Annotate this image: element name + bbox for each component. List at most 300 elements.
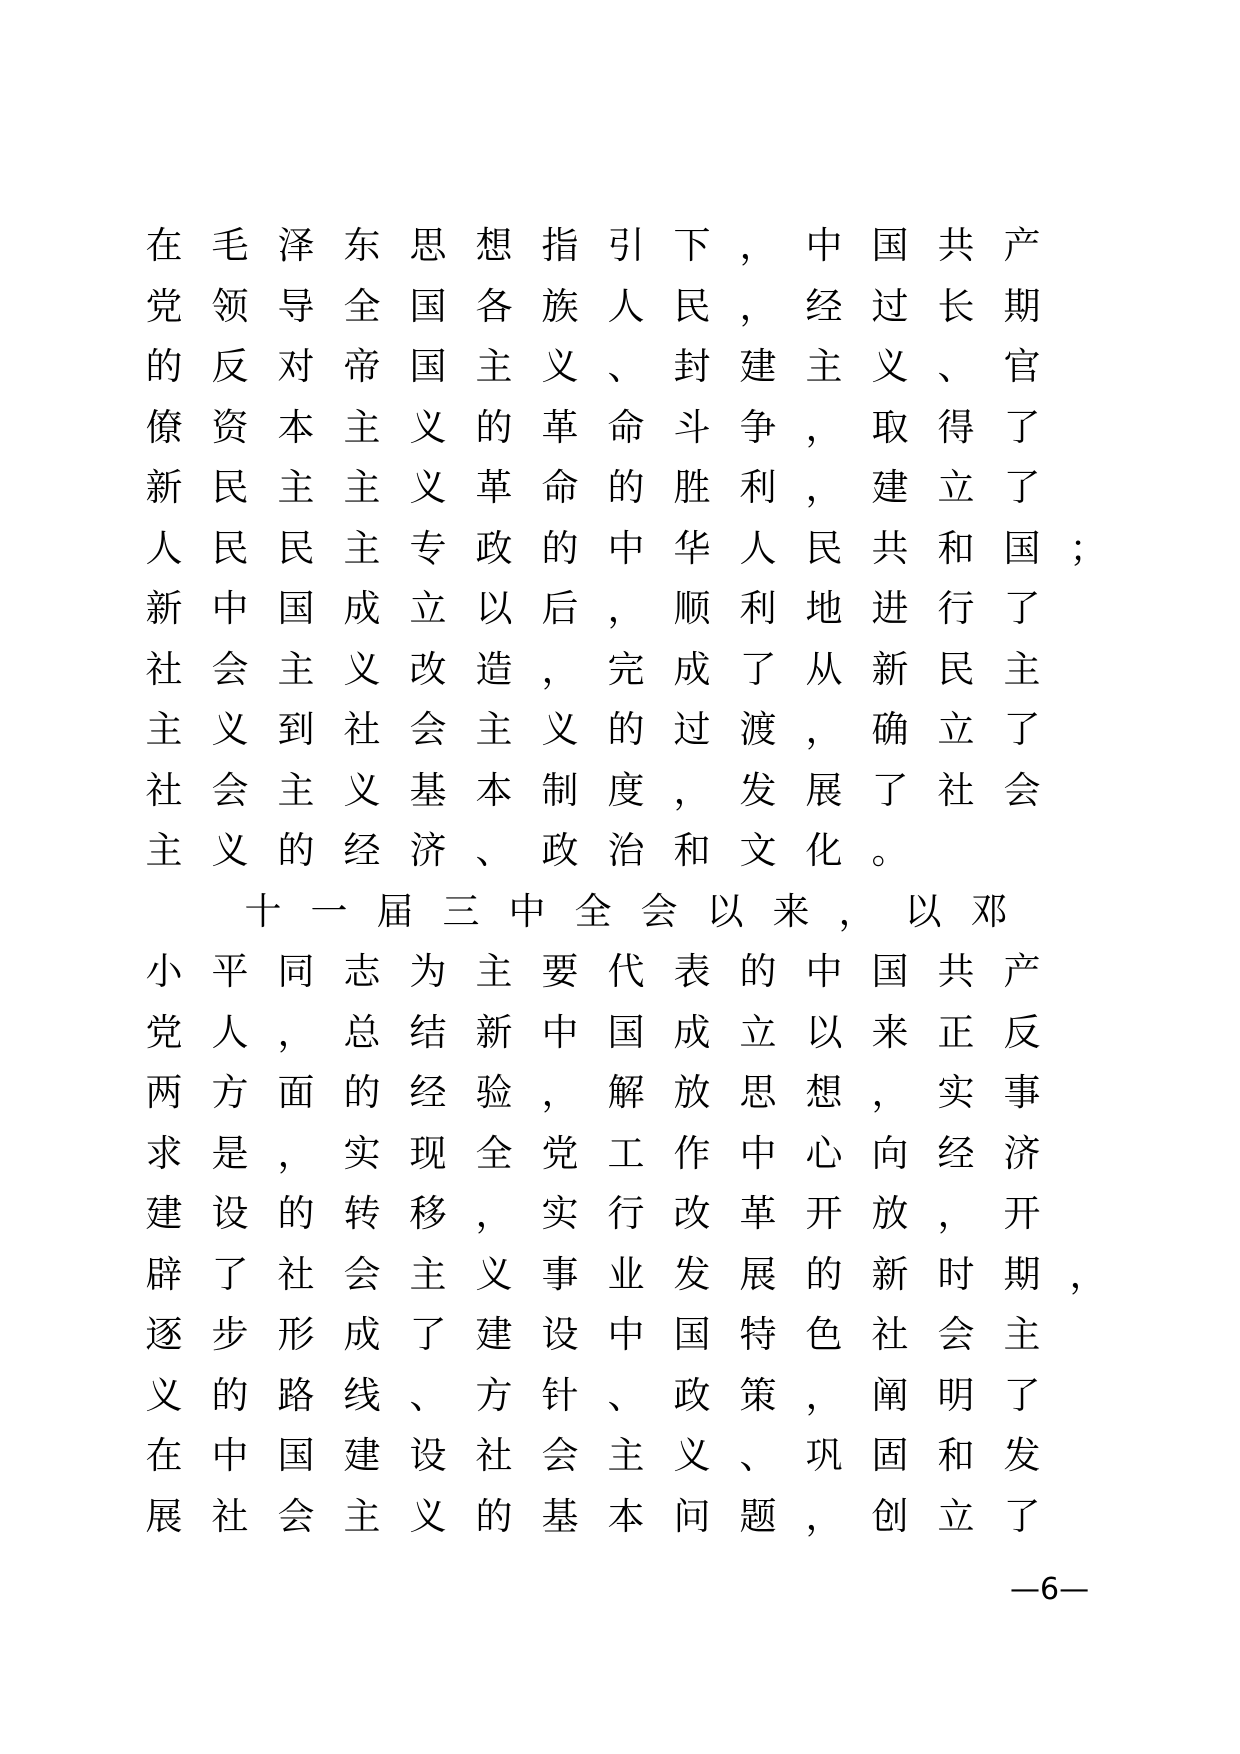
text-char: 放 bbox=[871, 1192, 909, 1235]
text-char: 和 bbox=[937, 526, 975, 570]
text-char: 化 bbox=[805, 829, 843, 872]
text-char: 利 bbox=[739, 466, 777, 509]
text-char: 治 bbox=[607, 829, 645, 872]
text-char: 在 bbox=[145, 224, 183, 267]
text-char: 届 bbox=[376, 889, 414, 933]
text-char: 得 bbox=[937, 405, 975, 449]
text-char: 和 bbox=[673, 829, 711, 872]
text-char: ， bbox=[805, 1373, 843, 1417]
text-char: 心 bbox=[805, 1131, 843, 1175]
text-char: 经 bbox=[937, 1131, 975, 1175]
text-char: 义 bbox=[541, 708, 579, 751]
text-char: 以 bbox=[706, 889, 744, 933]
text-char: 资 bbox=[211, 405, 249, 449]
text-char: 思 bbox=[739, 1071, 777, 1114]
text-char: 社 bbox=[145, 647, 183, 691]
text-char: 会 bbox=[211, 647, 249, 691]
text-char: 指 bbox=[541, 224, 579, 267]
text-char: 泽 bbox=[277, 224, 315, 267]
text-char: 了 bbox=[1003, 1373, 1041, 1417]
text-char: 中 bbox=[805, 224, 843, 267]
text-char: 产 bbox=[1003, 224, 1041, 267]
text-char: 设 bbox=[409, 1434, 447, 1477]
text-char: 义 bbox=[211, 829, 249, 872]
text-char: 渡 bbox=[739, 708, 777, 751]
text-char: 主 bbox=[409, 1252, 447, 1296]
text-char: 、 bbox=[937, 345, 975, 388]
text-char: 事 bbox=[1003, 1071, 1041, 1114]
text-char: 建 bbox=[871, 466, 909, 509]
text-char: 成 bbox=[343, 587, 381, 630]
text-char: 、 bbox=[739, 1434, 777, 1477]
text-char: 的 bbox=[607, 466, 645, 509]
text-char: 放 bbox=[673, 1071, 711, 1114]
text-char: 命 bbox=[541, 466, 579, 509]
text-char: 中 bbox=[508, 889, 546, 933]
text-line bbox=[0, 579, 1240, 639]
text-char: 从 bbox=[805, 647, 843, 691]
text-char: 期 bbox=[1003, 284, 1041, 328]
text-char: 义 bbox=[211, 708, 249, 751]
text-char: ， bbox=[277, 1131, 315, 1175]
text-char: 对 bbox=[277, 345, 315, 388]
text-char: 国 bbox=[871, 224, 909, 267]
text-char: 中 bbox=[211, 1434, 249, 1477]
text-char: 线 bbox=[343, 1373, 381, 1417]
text-char: 移 bbox=[409, 1192, 447, 1235]
text-char: 设 bbox=[211, 1192, 249, 1235]
text-char: 验 bbox=[475, 1071, 513, 1114]
text-char: 巩 bbox=[805, 1434, 843, 1477]
text-char: 义 bbox=[343, 647, 381, 691]
text-char: 官 bbox=[1003, 345, 1041, 388]
text-char: 中 bbox=[739, 1131, 777, 1175]
text-char: 针 bbox=[541, 1373, 579, 1417]
text-char: 会 bbox=[640, 889, 678, 933]
text-char: 来 bbox=[871, 1010, 909, 1054]
text-char: 中 bbox=[541, 1010, 579, 1054]
text-char: 和 bbox=[937, 1434, 975, 1477]
text-char: 民 bbox=[277, 526, 315, 570]
text-char: 帝 bbox=[343, 345, 381, 388]
text-line bbox=[0, 1184, 1240, 1244]
text-char: 利 bbox=[739, 587, 777, 630]
text-char: ， bbox=[541, 647, 579, 691]
text-char: 主 bbox=[277, 647, 315, 691]
text-line bbox=[0, 1003, 1240, 1063]
text-char: 正 bbox=[937, 1010, 975, 1054]
text-char: 民 bbox=[937, 647, 975, 691]
text-char: ， bbox=[739, 284, 777, 328]
text-char: 、 bbox=[475, 829, 513, 872]
text-char: 过 bbox=[871, 284, 909, 328]
text-char: 社 bbox=[871, 1313, 909, 1356]
text-char: 济 bbox=[409, 829, 447, 872]
text-char: 中 bbox=[607, 526, 645, 570]
text-char: ， bbox=[739, 224, 777, 267]
text-char: 特 bbox=[739, 1313, 777, 1356]
text-char: 争 bbox=[739, 405, 777, 449]
text-char: 文 bbox=[739, 829, 777, 872]
text-char: 现 bbox=[409, 1131, 447, 1175]
text-char: ， bbox=[277, 1010, 315, 1054]
text-char: 的 bbox=[277, 829, 315, 872]
text-char: 制 bbox=[541, 768, 579, 812]
text-char: 了 bbox=[409, 1313, 447, 1356]
text-line bbox=[0, 1426, 1240, 1486]
text-char: 社 bbox=[937, 768, 975, 812]
text-char: 转 bbox=[343, 1192, 381, 1235]
text-char: 过 bbox=[673, 708, 711, 751]
text-char: 主 bbox=[475, 345, 513, 388]
text-char: 的 bbox=[277, 1192, 315, 1235]
text-char: 长 bbox=[937, 284, 975, 328]
text-char: 义 bbox=[409, 1494, 447, 1538]
text-char: 产 bbox=[1003, 950, 1041, 993]
text-char: 国 bbox=[871, 950, 909, 993]
text-char: 实 bbox=[937, 1071, 975, 1114]
text-char: 求 bbox=[145, 1131, 183, 1175]
text-char: 主 bbox=[343, 405, 381, 449]
text-char: 发 bbox=[739, 768, 777, 812]
text-char: 在 bbox=[145, 1434, 183, 1477]
text-char: 导 bbox=[277, 284, 315, 328]
text-char: 全 bbox=[475, 1131, 513, 1175]
text-char: ， bbox=[871, 1071, 909, 1114]
text-char: 中 bbox=[211, 587, 249, 630]
text-char: 斗 bbox=[673, 405, 711, 449]
text-line bbox=[0, 1124, 1240, 1184]
text-char: 中 bbox=[607, 1313, 645, 1356]
text-char: 主 bbox=[343, 1494, 381, 1538]
text-char: 国 bbox=[409, 284, 447, 328]
text-char: 主 bbox=[607, 1434, 645, 1477]
text-char: ， bbox=[937, 1192, 975, 1235]
text-char: 了 bbox=[1003, 1494, 1041, 1538]
text-char: 期 bbox=[1003, 1252, 1041, 1296]
text-char: 志 bbox=[343, 950, 381, 993]
text-char: 主 bbox=[277, 466, 315, 509]
text-char: 主 bbox=[475, 708, 513, 751]
text-char: 民 bbox=[673, 284, 711, 328]
text-char: 新 bbox=[475, 1010, 513, 1054]
text-char: 政 bbox=[475, 526, 513, 570]
text-char: ， bbox=[673, 768, 711, 812]
text-char: 下 bbox=[673, 224, 711, 267]
text-char: 的 bbox=[805, 1252, 843, 1296]
text-line bbox=[0, 1366, 1240, 1426]
text-char: 辟 bbox=[145, 1252, 183, 1296]
text-char: 华 bbox=[673, 526, 711, 570]
text-char: 专 bbox=[409, 526, 447, 570]
text-char: 党 bbox=[541, 1131, 579, 1175]
text-char: 面 bbox=[277, 1071, 315, 1114]
text-char: 反 bbox=[1003, 1010, 1041, 1054]
text-char: 的 bbox=[541, 526, 579, 570]
text-char: 建 bbox=[145, 1192, 183, 1235]
text-char: 封 bbox=[673, 345, 711, 388]
text-char: 立 bbox=[739, 1010, 777, 1054]
text-char: 了 bbox=[1003, 466, 1041, 509]
text-char: 政 bbox=[673, 1373, 711, 1417]
text-char: 实 bbox=[541, 1192, 579, 1235]
text-char: 建 bbox=[343, 1434, 381, 1477]
text-line bbox=[0, 337, 1240, 397]
text-char: 人 bbox=[211, 1010, 249, 1054]
text-char: 解 bbox=[607, 1071, 645, 1114]
text-char: 取 bbox=[871, 405, 909, 449]
text-char: 邓 bbox=[970, 889, 1008, 933]
text-char: 造 bbox=[475, 647, 513, 691]
page-number: —6— bbox=[1010, 1572, 1090, 1607]
text-char: 开 bbox=[805, 1192, 843, 1235]
text-char: 两 bbox=[145, 1071, 183, 1114]
text-line bbox=[0, 1305, 1240, 1365]
text-char: 到 bbox=[277, 708, 315, 751]
text-char: 国 bbox=[673, 1313, 711, 1356]
text-line bbox=[0, 519, 1240, 579]
text-char: 方 bbox=[211, 1071, 249, 1114]
text-char: 展 bbox=[739, 1252, 777, 1296]
text-char: 族 bbox=[541, 284, 579, 328]
text-char: 三 bbox=[442, 889, 480, 933]
text-char: ， bbox=[607, 587, 645, 630]
text-char: 逐 bbox=[145, 1313, 183, 1356]
text-char: 东 bbox=[343, 224, 381, 267]
text-char: 了 bbox=[739, 647, 777, 691]
text-char: 步 bbox=[211, 1313, 249, 1356]
text-char: 色 bbox=[805, 1313, 843, 1356]
text-char: 主 bbox=[805, 345, 843, 388]
text-char: 结 bbox=[409, 1010, 447, 1054]
text-line bbox=[0, 942, 1240, 1002]
text-char: 、 bbox=[607, 345, 645, 388]
text-char: 确 bbox=[871, 708, 909, 751]
text-char: 经 bbox=[805, 284, 843, 328]
text-char: 成 bbox=[673, 1010, 711, 1054]
text-line bbox=[0, 761, 1240, 821]
text-char: 以 bbox=[805, 1010, 843, 1054]
text-char: 路 bbox=[277, 1373, 315, 1417]
text-char: 国 bbox=[1003, 526, 1041, 570]
text-char: 人 bbox=[607, 284, 645, 328]
text-line bbox=[0, 1487, 1240, 1547]
text-line bbox=[0, 398, 1240, 458]
text-char: 各 bbox=[475, 284, 513, 328]
text-char: 的 bbox=[607, 708, 645, 751]
text-char: 基 bbox=[409, 768, 447, 812]
text-char: 平 bbox=[211, 950, 249, 993]
text-char: ， bbox=[838, 889, 876, 933]
text-char: 要 bbox=[541, 950, 579, 993]
text-char: 行 bbox=[607, 1192, 645, 1235]
text-char: ， bbox=[805, 405, 843, 449]
text-char: 济 bbox=[1003, 1131, 1041, 1175]
text-char: ， bbox=[805, 466, 843, 509]
text-char: 主 bbox=[145, 708, 183, 751]
text-char: 同 bbox=[277, 950, 315, 993]
text-line bbox=[0, 1063, 1240, 1123]
text-char: 后 bbox=[541, 587, 579, 630]
text-char: 义 bbox=[409, 466, 447, 509]
text-char: 完 bbox=[607, 647, 645, 691]
text-char: 了 bbox=[211, 1252, 249, 1296]
text-char: 新 bbox=[871, 647, 909, 691]
text-char: 实 bbox=[343, 1131, 381, 1175]
text-char: 立 bbox=[937, 708, 975, 751]
text-char: 主 bbox=[343, 466, 381, 509]
text-char: 共 bbox=[937, 950, 975, 993]
text-char: 工 bbox=[607, 1131, 645, 1175]
text-line bbox=[0, 277, 1240, 337]
text-char: 了 bbox=[1003, 587, 1041, 630]
text-char: 社 bbox=[343, 708, 381, 751]
text-line bbox=[0, 216, 1240, 276]
text-char: 国 bbox=[409, 345, 447, 388]
text-char: 来 bbox=[772, 889, 810, 933]
text-char: 会 bbox=[541, 1434, 579, 1477]
text-char: 义 bbox=[409, 405, 447, 449]
text-char: 立 bbox=[409, 587, 447, 630]
text-char: 中 bbox=[805, 950, 843, 993]
text-char: 方 bbox=[475, 1373, 513, 1417]
text-char: 的 bbox=[343, 1071, 381, 1114]
text-char: ， bbox=[475, 1192, 513, 1235]
text-char: 题 bbox=[739, 1494, 777, 1538]
text-char: 命 bbox=[607, 405, 645, 449]
text-char: 义 bbox=[871, 345, 909, 388]
text-char: 革 bbox=[475, 466, 513, 509]
text-char: 党 bbox=[145, 284, 183, 328]
text-char: 义 bbox=[673, 1434, 711, 1477]
text-char: 向 bbox=[871, 1131, 909, 1175]
text-char: 人 bbox=[145, 526, 183, 570]
text-char: 、 bbox=[409, 1373, 447, 1417]
text-char: 主 bbox=[343, 526, 381, 570]
text-char: 本 bbox=[277, 405, 315, 449]
text-char: 义 bbox=[475, 1252, 513, 1296]
text-char: 了 bbox=[871, 768, 909, 812]
text-char: 毛 bbox=[211, 224, 249, 267]
text-char: 事 bbox=[541, 1252, 579, 1296]
text-char: 思 bbox=[409, 224, 447, 267]
text-char: 革 bbox=[739, 1192, 777, 1235]
text-char: 立 bbox=[937, 466, 975, 509]
text-char: 会 bbox=[409, 708, 447, 751]
text-char: 想 bbox=[805, 1071, 843, 1114]
text-char: 立 bbox=[937, 1494, 975, 1538]
text-char: 顺 bbox=[673, 587, 711, 630]
text-char: 进 bbox=[871, 587, 909, 630]
text-char: ， bbox=[541, 1071, 579, 1114]
text-char: 表 bbox=[673, 950, 711, 993]
text-char: 代 bbox=[607, 950, 645, 993]
text-char: 新 bbox=[145, 466, 183, 509]
text-char: 共 bbox=[937, 224, 975, 267]
text-char: 业 bbox=[607, 1252, 645, 1296]
text-char: 成 bbox=[673, 647, 711, 691]
text-char: 阐 bbox=[871, 1373, 909, 1417]
text-char: 开 bbox=[1003, 1192, 1041, 1235]
text-char: 全 bbox=[343, 284, 381, 328]
text-char: 。 bbox=[871, 829, 909, 872]
text-char: 展 bbox=[805, 768, 843, 812]
text-line bbox=[0, 1245, 1240, 1305]
text-line bbox=[0, 700, 1240, 760]
text-char: 社 bbox=[145, 768, 183, 812]
text-char: 以 bbox=[475, 587, 513, 630]
text-char: 明 bbox=[937, 1373, 975, 1417]
text-char: 问 bbox=[673, 1494, 711, 1538]
text-char: 的 bbox=[145, 345, 183, 388]
text-char: 民 bbox=[211, 466, 249, 509]
text-char: 民 bbox=[211, 526, 249, 570]
text-char: 设 bbox=[541, 1313, 579, 1356]
text-char: ， bbox=[805, 1494, 843, 1538]
text-char: 领 bbox=[211, 284, 249, 328]
text-char: 、 bbox=[607, 1373, 645, 1417]
text-char: 主 bbox=[145, 829, 183, 872]
text-char: 改 bbox=[673, 1192, 711, 1235]
text-char: 政 bbox=[541, 829, 579, 872]
text-char: 反 bbox=[211, 345, 249, 388]
text-char: 发 bbox=[673, 1252, 711, 1296]
text-char: 会 bbox=[211, 768, 249, 812]
text-char: 僚 bbox=[145, 405, 183, 449]
text-char: 作 bbox=[673, 1131, 711, 1175]
text-char: 本 bbox=[475, 768, 513, 812]
text-char: 会 bbox=[937, 1313, 975, 1356]
text-char: 的 bbox=[211, 1373, 249, 1417]
text-char: 一 bbox=[310, 889, 348, 933]
text-char: 小 bbox=[145, 950, 183, 993]
text-char: 发 bbox=[1003, 1434, 1041, 1477]
text-char: 国 bbox=[607, 1010, 645, 1054]
text-char: 主 bbox=[1003, 647, 1041, 691]
text-char: 成 bbox=[343, 1313, 381, 1356]
text-char: 的 bbox=[475, 1494, 513, 1538]
text-char: 度 bbox=[607, 768, 645, 812]
text-line bbox=[0, 882, 1240, 942]
text-char: 行 bbox=[937, 587, 975, 630]
text-char: 社 bbox=[475, 1434, 513, 1477]
text-char: 人 bbox=[739, 526, 777, 570]
text-char: 的 bbox=[739, 950, 777, 993]
text-char: 十 bbox=[244, 889, 282, 933]
text-char: 共 bbox=[871, 526, 909, 570]
text-char: 建 bbox=[475, 1313, 513, 1356]
text-char: 国 bbox=[277, 587, 315, 630]
text-char: 全 bbox=[574, 889, 612, 933]
text-char: ， bbox=[805, 708, 843, 751]
text-char: 了 bbox=[1003, 405, 1041, 449]
text-char: 引 bbox=[607, 224, 645, 267]
text-line bbox=[0, 458, 1240, 518]
text-char: 会 bbox=[1003, 768, 1041, 812]
text-char: 民 bbox=[805, 526, 843, 570]
text-char: 义 bbox=[145, 1373, 183, 1417]
text-char: 义 bbox=[541, 345, 579, 388]
text-char: 新 bbox=[871, 1252, 909, 1296]
text-char: ， bbox=[1069, 1252, 1107, 1296]
text-char: 义 bbox=[343, 768, 381, 812]
text-char: 社 bbox=[277, 1252, 315, 1296]
text-char: 改 bbox=[409, 647, 447, 691]
text-char: 会 bbox=[343, 1252, 381, 1296]
text-line bbox=[0, 640, 1240, 700]
text-char: 本 bbox=[607, 1494, 645, 1538]
text-char: 地 bbox=[805, 587, 843, 630]
